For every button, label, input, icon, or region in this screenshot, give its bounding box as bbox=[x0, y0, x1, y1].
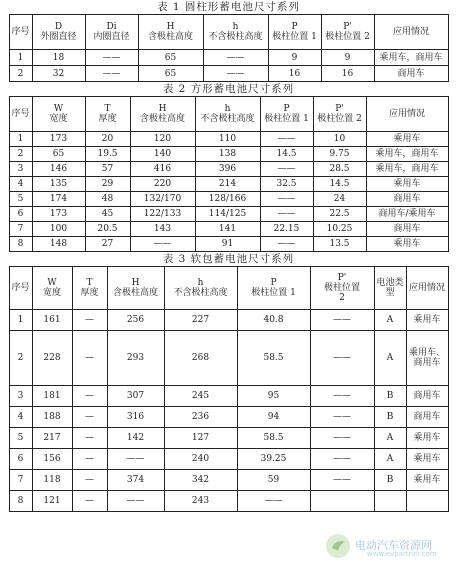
table-cell: B bbox=[374, 386, 406, 407]
table-cell: 18 bbox=[32, 50, 85, 66]
table-cell: 14.5 bbox=[260, 147, 313, 162]
table-cell: 20.5 bbox=[85, 222, 130, 237]
header-cell: T 厚度 bbox=[85, 97, 130, 132]
table-cell: 174 bbox=[32, 192, 85, 207]
table-cell: —— bbox=[237, 491, 310, 512]
table-cell bbox=[374, 491, 406, 512]
table-cell: — bbox=[72, 449, 107, 470]
header-cell: W 宽度 bbox=[32, 267, 72, 310]
table-cell: —— bbox=[85, 66, 138, 82]
table-cell: —— bbox=[85, 50, 138, 66]
table-cell: 396 bbox=[195, 162, 260, 177]
table-cell: 146 bbox=[32, 162, 85, 177]
table-cell: 10 bbox=[313, 132, 366, 147]
table-cell: 24 bbox=[313, 192, 366, 207]
table-cell: 57 bbox=[85, 162, 130, 177]
table-cell: — bbox=[72, 310, 107, 331]
table-row bbox=[9, 192, 448, 207]
table-cell: 307 bbox=[107, 386, 164, 407]
table-row bbox=[9, 66, 448, 82]
table-cell: 乘用车 bbox=[366, 132, 448, 147]
table2-header-row bbox=[9, 97, 448, 132]
table-cell: —— bbox=[310, 331, 374, 386]
table-cell: 22.5 bbox=[313, 207, 366, 222]
table-cell: 374 bbox=[107, 470, 164, 491]
table-cell: —— bbox=[310, 310, 374, 331]
table-cell: 乘用车，商用车 bbox=[374, 50, 448, 66]
table-cell: —— bbox=[310, 407, 374, 428]
table-cell: 118 bbox=[32, 470, 72, 491]
table3-caption: 表 3 软包蓄电池尺寸系列 bbox=[162, 253, 295, 265]
table-cell: 商用车/乘用车 bbox=[366, 207, 448, 222]
table-cell: 161 bbox=[32, 310, 72, 331]
table-cell: 228 bbox=[32, 331, 72, 386]
table-cell: A bbox=[374, 449, 406, 470]
table-row bbox=[9, 162, 448, 177]
header-cell: W 宽度 bbox=[32, 97, 85, 132]
table-cell: 94 bbox=[237, 407, 310, 428]
table-cell: 9.75 bbox=[313, 147, 366, 162]
table-cell: 4 bbox=[9, 177, 32, 192]
table-cell: 商用车 bbox=[406, 407, 448, 428]
header-cell: P' 极柱位置 2 bbox=[321, 15, 374, 50]
table-cell: 20 bbox=[85, 132, 130, 147]
table-cell: 4 bbox=[9, 407, 32, 428]
table-cell: A bbox=[374, 428, 406, 449]
table-cell: 2 bbox=[9, 331, 32, 386]
table-cell: 48 bbox=[85, 192, 130, 207]
table-cell: 91 bbox=[195, 237, 260, 252]
table-cell: 342 bbox=[164, 470, 237, 491]
table-cell: 293 bbox=[107, 331, 164, 386]
header-cell: h 不含极柱高度 bbox=[164, 267, 237, 310]
table-cell: —— bbox=[260, 192, 313, 207]
table-cell: 217 bbox=[32, 428, 72, 449]
table-cell: 156 bbox=[32, 449, 72, 470]
table-cell: —— bbox=[310, 449, 374, 470]
site-watermark bbox=[325, 533, 445, 561]
table-cell: 121 bbox=[32, 491, 72, 512]
table-cell: — bbox=[72, 386, 107, 407]
header-cell: 序号 bbox=[9, 97, 32, 132]
table-cell: 9 bbox=[321, 50, 374, 66]
table-row bbox=[9, 428, 448, 449]
table-cell: 243 bbox=[164, 491, 237, 512]
table2 bbox=[9, 96, 449, 252]
table-cell: 8 bbox=[9, 237, 32, 252]
table3 bbox=[9, 266, 449, 512]
table-cell: 110 bbox=[195, 132, 260, 147]
table-cell: 173 bbox=[32, 132, 85, 147]
table-row bbox=[9, 132, 448, 147]
header-cell: 应用情况 bbox=[406, 267, 448, 310]
table-cell: 58.5 bbox=[237, 331, 310, 386]
header-cell: P 极柱位置 1 bbox=[237, 267, 310, 310]
table-cell: 10.25 bbox=[313, 222, 366, 237]
table-cell: 乘用车，商用车 bbox=[366, 147, 448, 162]
table-cell bbox=[406, 491, 448, 512]
table-cell: 188 bbox=[32, 407, 72, 428]
table-cell: —— bbox=[107, 449, 164, 470]
table-cell: 416 bbox=[130, 162, 195, 177]
table-cell: —— bbox=[260, 132, 313, 147]
table-cell: 122/133 bbox=[130, 207, 195, 222]
table-row bbox=[9, 331, 448, 386]
header-cell: h 不含极柱高度 bbox=[203, 15, 268, 50]
table-cell: 141 bbox=[195, 222, 260, 237]
table-cell: 13.5 bbox=[313, 237, 366, 252]
table-cell: 173 bbox=[32, 207, 85, 222]
table-cell: 16 bbox=[268, 66, 321, 82]
table-cell: 商用车 bbox=[366, 192, 448, 207]
header-cell: 序号 bbox=[9, 267, 32, 310]
table-cell: 65 bbox=[138, 50, 203, 66]
table-cell: 2 bbox=[9, 147, 32, 162]
table-row bbox=[9, 449, 448, 470]
table-cell: 8 bbox=[9, 491, 32, 512]
table-cell: 14.5 bbox=[313, 177, 366, 192]
table-cell: 39.25 bbox=[237, 449, 310, 470]
table-cell: 32.5 bbox=[260, 177, 313, 192]
table-row bbox=[9, 177, 448, 192]
table-cell: —— bbox=[260, 237, 313, 252]
table-cell: 乘用车，商用车 bbox=[366, 162, 448, 177]
table-cell: —— bbox=[130, 237, 195, 252]
table-cell: 乘用车 bbox=[406, 428, 448, 449]
table-row bbox=[9, 386, 448, 407]
table-cell: 3 bbox=[9, 386, 32, 407]
table1-header-row bbox=[9, 15, 448, 50]
table-cell: 32 bbox=[32, 66, 85, 82]
table-row bbox=[9, 222, 448, 237]
table-row bbox=[9, 50, 448, 66]
table-cell: 2 bbox=[9, 66, 32, 82]
table-cell: 245 bbox=[164, 386, 237, 407]
table1 bbox=[9, 14, 449, 82]
table-cell: 29 bbox=[85, 177, 130, 192]
table-cell: — bbox=[72, 428, 107, 449]
table-cell: 乘用车 bbox=[406, 310, 448, 331]
table-cell: 138 bbox=[195, 147, 260, 162]
table-cell: 143 bbox=[130, 222, 195, 237]
table-cell: 9 bbox=[268, 50, 321, 66]
watermark-url: www.evpartner.com bbox=[367, 550, 437, 558]
table-cell: 27 bbox=[85, 237, 130, 252]
table-cell: 45 bbox=[85, 207, 130, 222]
table-cell: 1 bbox=[9, 310, 32, 331]
table-cell: 乘用车 bbox=[366, 177, 448, 192]
table-cell: 214 bbox=[195, 177, 260, 192]
table-row bbox=[9, 407, 448, 428]
table-cell: 114/125 bbox=[195, 207, 260, 222]
table-row bbox=[9, 470, 448, 491]
table-cell bbox=[310, 491, 374, 512]
table-cell: B bbox=[374, 470, 406, 491]
table-cell: 256 bbox=[107, 310, 164, 331]
table-cell: 1 bbox=[9, 132, 32, 147]
table-cell: —— bbox=[260, 207, 313, 222]
header-cell: D 外圈直径 bbox=[32, 15, 85, 50]
table-cell: 乘用车 bbox=[366, 237, 448, 252]
table-cell: 127 bbox=[164, 428, 237, 449]
header-cell: H 含极柱高度 bbox=[138, 15, 203, 50]
table-cell: 3 bbox=[9, 162, 32, 177]
table-cell: 268 bbox=[164, 331, 237, 386]
table-cell: 28.5 bbox=[313, 162, 366, 177]
table-cell: — bbox=[72, 491, 107, 512]
table-cell: 135 bbox=[32, 177, 85, 192]
table-cell: 148 bbox=[32, 237, 85, 252]
table-cell: — bbox=[72, 331, 107, 386]
table-cell: 65 bbox=[32, 147, 85, 162]
table-cell: A bbox=[374, 310, 406, 331]
table-cell: 220 bbox=[130, 177, 195, 192]
header-cell: 电池类型 bbox=[374, 267, 406, 310]
table-row bbox=[9, 147, 448, 162]
table-cell: 7 bbox=[9, 470, 32, 491]
header-cell: 应用情况 bbox=[366, 97, 448, 132]
table-row bbox=[9, 207, 448, 222]
table3-header-row bbox=[9, 267, 448, 310]
table-cell: 16 bbox=[321, 66, 374, 82]
table-cell: 乘用车 bbox=[406, 470, 448, 491]
table-cell: 乘用车、商用车 bbox=[406, 331, 448, 386]
table-cell: 142 bbox=[107, 428, 164, 449]
watermark-title: 电动汽车资源网 bbox=[355, 539, 432, 552]
table-cell: 59 bbox=[237, 470, 310, 491]
header-cell: Di 内圈直径 bbox=[85, 15, 138, 50]
table-cell: 商用车 bbox=[374, 66, 448, 82]
table-cell: — bbox=[72, 407, 107, 428]
table-cell: A bbox=[374, 331, 406, 386]
table-cell: 236 bbox=[164, 407, 237, 428]
table-cell: 95 bbox=[237, 386, 310, 407]
table-cell: 58.5 bbox=[237, 428, 310, 449]
table-cell: 商用车 bbox=[366, 222, 448, 237]
header-cell: H 含极柱高度 bbox=[130, 97, 195, 132]
table-cell: 227 bbox=[164, 310, 237, 331]
header-cell: P 极柱位置 1 bbox=[260, 97, 313, 132]
table-cell: 65 bbox=[138, 66, 203, 82]
table-cell: 乘用车 bbox=[406, 449, 448, 470]
table-cell: —— bbox=[310, 428, 374, 449]
table-cell: 100 bbox=[32, 222, 85, 237]
header-cell: P' 极柱位置 2 bbox=[310, 267, 374, 310]
watermark-logo-icon bbox=[325, 533, 351, 559]
table-cell: 1 bbox=[9, 50, 32, 66]
table-cell: —— bbox=[310, 470, 374, 491]
table-cell: 7 bbox=[9, 222, 32, 237]
table-cell: 5 bbox=[9, 428, 32, 449]
table-cell: —— bbox=[310, 386, 374, 407]
table1-caption: 表 1 圆柱形蓄电池尺寸系列 bbox=[157, 1, 300, 13]
table2-caption: 表 2 方形蓄电池尺寸系列 bbox=[162, 83, 295, 95]
table-cell: — bbox=[72, 470, 107, 491]
table-cell: 19.5 bbox=[85, 147, 130, 162]
table-cell: —— bbox=[107, 491, 164, 512]
table-cell: 5 bbox=[9, 192, 32, 207]
table-cell: 商用车 bbox=[406, 386, 448, 407]
header-cell: H 含极柱高度 bbox=[107, 267, 164, 310]
table-cell: 132/170 bbox=[130, 192, 195, 207]
table-cell: 316 bbox=[107, 407, 164, 428]
table-cell: 6 bbox=[9, 449, 32, 470]
table-cell: 181 bbox=[32, 386, 72, 407]
header-cell: P' 极柱位置 2 bbox=[313, 97, 366, 132]
header-cell: 应用情况 bbox=[374, 15, 448, 50]
header-cell: P 极柱位置 1 bbox=[268, 15, 321, 50]
table-cell: 6 bbox=[9, 207, 32, 222]
table-cell: —— bbox=[203, 50, 268, 66]
table-cell: 120 bbox=[130, 132, 195, 147]
table-cell: 22.15 bbox=[260, 222, 313, 237]
header-cell: T 厚度 bbox=[72, 267, 107, 310]
table-row bbox=[9, 237, 448, 252]
table-cell: 128/166 bbox=[195, 192, 260, 207]
header-cell: 序号 bbox=[9, 15, 32, 50]
table-cell: —— bbox=[260, 162, 313, 177]
table-cell: —— bbox=[203, 66, 268, 82]
header-cell: h 不含极柱高度 bbox=[195, 97, 260, 132]
table-cell: 240 bbox=[164, 449, 237, 470]
table-cell: 40.8 bbox=[237, 310, 310, 331]
table-row bbox=[9, 310, 448, 331]
table-cell: 140 bbox=[130, 147, 195, 162]
table-row bbox=[9, 491, 448, 512]
table-cell: B bbox=[374, 407, 406, 428]
